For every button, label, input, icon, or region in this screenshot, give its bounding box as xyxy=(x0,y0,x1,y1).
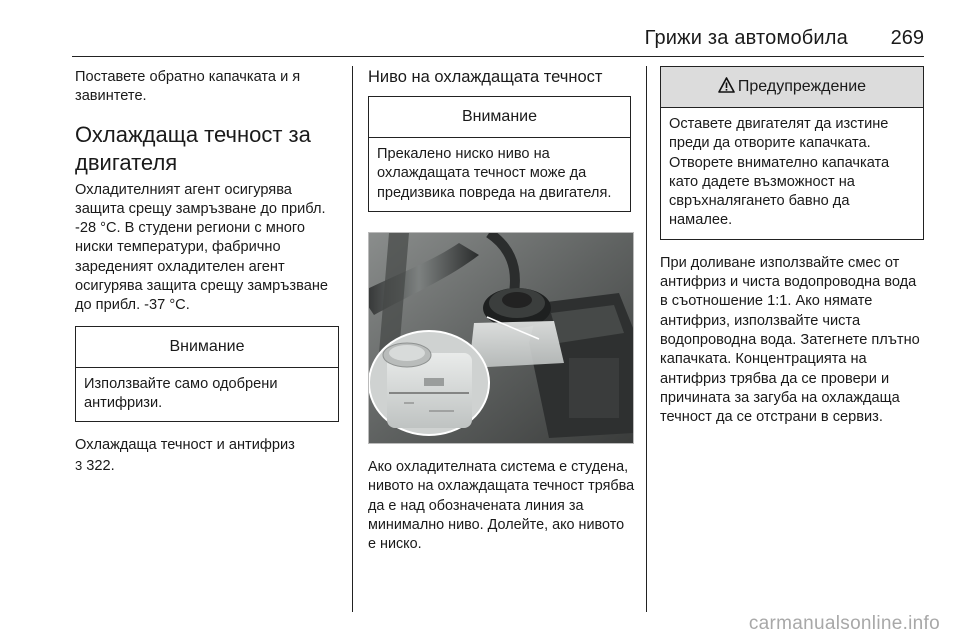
photo-caption: Ако охладителната система е студена, нивото на охлаждащата течност трябва да е над обозначената линия за минимално ниво. Долейте, ако нивото е ниско. xyxy=(368,459,635,553)
reference-arrow-icon: 3 xyxy=(75,457,83,473)
watermark: carmanualsonline.info xyxy=(748,613,940,634)
page-title: Грижи за автомобила xyxy=(644,27,848,49)
coolant-level-title: Ниво на охлаждащата течност xyxy=(368,68,603,86)
notice-body: Използвайте само одобрени антифризи. xyxy=(84,375,278,411)
engine-coolant-reservoir-photo xyxy=(368,232,634,444)
warning-heading-bar xyxy=(661,67,923,108)
column-divider-left xyxy=(352,66,353,612)
notice-box xyxy=(368,96,631,212)
reference-link[interactable]: 322. xyxy=(86,457,115,474)
section-title-coolant: Охлаждаща течност за двигателя xyxy=(75,121,311,175)
photo-caption-block xyxy=(368,458,636,554)
notice-box xyxy=(75,326,339,423)
warning-body: Оставете двигателят да изстине преди да отворите капачката. Отворете внимателно капачката като дадете възможност на свръхналягането бавно да намалее. xyxy=(669,116,890,229)
coolant-refill-instructions: При доливане използвайте смес от антифриз и чиста водопроводна вода в съотношение 1:1. Ако нямате антифриз, използвайте чиста водопроводна вода. Затегнете плътно капачката. Концентрацията на антифриз трябва да се провери и причината за загуба на охлаждаща течност да се отстрани в сервиз. xyxy=(660,254,920,426)
reference-text: Охлаждаща течност и антифриз xyxy=(75,437,295,454)
column-divider-right xyxy=(646,66,647,612)
middle-column xyxy=(368,66,632,212)
notice-heading: Внимание xyxy=(76,327,338,368)
engine-bay-illustration xyxy=(369,233,633,443)
warning-triangle-icon xyxy=(718,69,735,109)
left-column xyxy=(75,68,341,476)
warning-box xyxy=(660,66,924,240)
notice-body: Прекалено ниско ниво на охлаждащата течност може да предизвика повреда на двигателя. xyxy=(377,146,612,201)
warning-heading: Предупреждение xyxy=(737,78,867,95)
page-header xyxy=(0,0,960,60)
intro-text: Поставете обратно капачката и я завинтете. xyxy=(75,69,301,105)
notice-heading: Внимание xyxy=(369,97,630,138)
header-divider xyxy=(72,56,924,57)
coolant-description: Охладителният агент осигурява защита срещу замръзване до прибл. -28 °C. В студени региони с много ниски температури, фабрично зареденият охладителен агент осигурява защита срещу замръзване до прибл. -37 °C. xyxy=(75,181,328,314)
right-column xyxy=(660,66,928,427)
page-number: 269 xyxy=(890,27,924,49)
